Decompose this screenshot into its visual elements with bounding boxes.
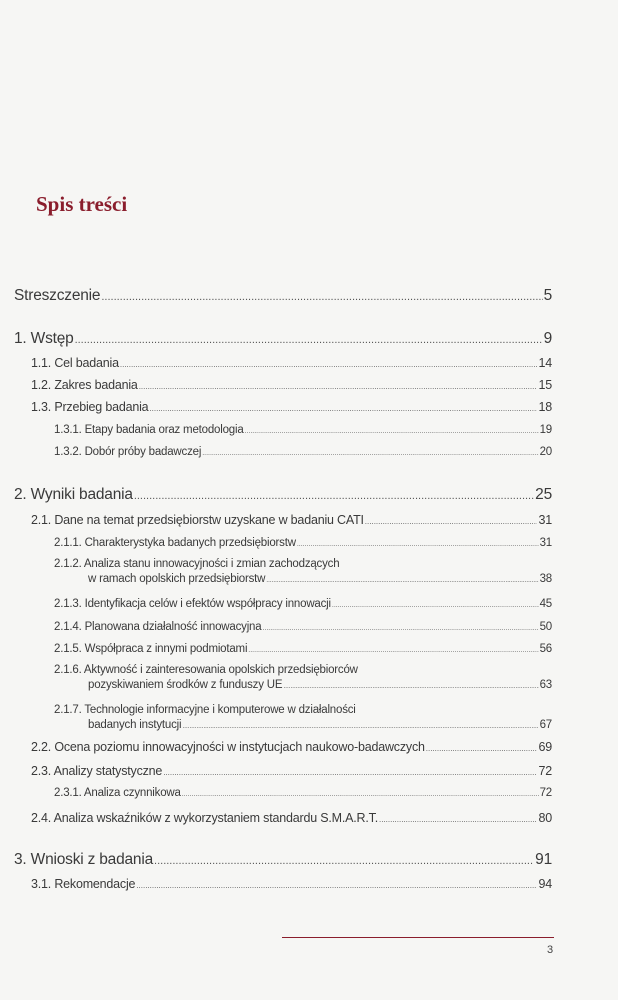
toc-entry-page: 15 [538, 378, 552, 392]
toc-entry[interactable] [31, 378, 552, 392]
toc-entry[interactable] [31, 877, 552, 891]
leader-dots [266, 573, 538, 588]
toc-entry-label: 1.3.2. Dobór próby badawczej [54, 446, 202, 458]
toc-entry-label: 2.1.6. Aktywność i zainteresowania opolskich przedsiębiorców [54, 664, 358, 676]
toc-entry[interactable] [54, 424, 552, 436]
toc-entry-label-continued: badanych instytucji [88, 719, 182, 731]
toc-entry[interactable] [31, 764, 552, 778]
toc-entry-page: 67 [539, 719, 552, 731]
leader-dots [75, 334, 543, 346]
toc-entry-page: 18 [538, 400, 552, 414]
leader-dots [283, 679, 538, 694]
toc-entry-label: 1.3.1. Etapy badania oraz metodologia [54, 424, 244, 436]
leader-dots [120, 360, 538, 369]
toc-entry-page: 50 [539, 621, 552, 633]
toc-entry-label: 2.1.5. Współpraca z innymi podmiotami [54, 643, 248, 655]
toc-entry-label: 2.3.1. Analiza czynnikowa [54, 787, 181, 799]
leader-dots [182, 791, 539, 798]
leader-dots [139, 382, 538, 391]
toc-entry-label-continued: w ramach opolskich przedsiębiorstw [88, 573, 266, 585]
toc-entry-label-continued: pozyskiwaniem środków z funduszy UE [88, 679, 283, 691]
leader-dots [379, 815, 538, 824]
toc-entry[interactable] [14, 330, 552, 348]
toc-entry-label: 3.1. Rekomendacje [31, 877, 136, 891]
toc-entry-page: 14 [538, 356, 552, 370]
toc-entry-label: 2.2. Ocena poziomu innowacyjności w instytucjach naukowo-badawczych [31, 740, 425, 754]
leader-dots [332, 602, 539, 609]
toc-entry-page: 31 [538, 513, 552, 527]
toc-entry-label: 1.2. Zakres badania [31, 378, 138, 392]
leader-dots [136, 881, 537, 890]
leader-dots [149, 404, 537, 413]
toc-entry-page: 72 [539, 787, 552, 799]
toc-entry[interactable] [31, 740, 552, 754]
toc-entry[interactable] [14, 287, 552, 305]
toc-entry[interactable] [54, 598, 552, 610]
toc-entry-page: 20 [539, 446, 552, 458]
toc-entry[interactable] [54, 703, 552, 734]
leader-dots [248, 647, 538, 654]
toc-entry-page: 19 [539, 424, 552, 436]
toc-entry-label: 2.1.4. Planowana działalność innowacyjna [54, 621, 262, 633]
toc-entry-label: 2.1. Dane na temat przedsiębiorstw uzyskane w badaniu CATI [31, 513, 364, 527]
toc-entry-label: 1.1. Cel badania [31, 356, 119, 370]
leader-dots [154, 855, 534, 867]
toc-entry-page: 69 [538, 740, 552, 754]
toc-entry-label: 3. Wnioski z badania [14, 851, 154, 868]
toc-entry-page: 5 [543, 287, 552, 304]
toc-entry-label: 2. Wyniki badania [14, 486, 133, 503]
toc-entry-page: 45 [539, 598, 552, 610]
toc-entry[interactable] [31, 513, 552, 527]
toc-entry-page: 63 [539, 679, 552, 691]
toc-entry-page: 56 [539, 643, 552, 655]
toc-entry[interactable] [54, 537, 552, 549]
leader-dots [202, 450, 538, 457]
toc-entry-page: 31 [539, 537, 552, 549]
toc-entry-page: 91 [535, 851, 552, 868]
toc-entry[interactable] [31, 811, 552, 825]
toc-entry[interactable] [31, 400, 552, 414]
toc-entry[interactable] [54, 557, 552, 588]
footer-rule [282, 937, 554, 938]
toc-entry[interactable] [14, 851, 552, 869]
toc-entry-label: 1.3. Przebieg badania [31, 400, 149, 414]
leader-dots [245, 428, 539, 435]
toc-entry[interactable] [54, 446, 552, 458]
toc-entry-label: 2.1.1. Charakterystyka badanych przedsiębiorstw [54, 537, 296, 549]
toc-entry[interactable] [54, 643, 552, 655]
toc-entry-label: 2.1.3. Identyfikacja celów i efektów współpracy innowacji [54, 598, 331, 610]
leader-dots [134, 490, 534, 502]
toc-entry-label: 2.4. Analiza wskaźników z wykorzystaniem standardu S.M.A.R.T. [31, 811, 378, 825]
leader-dots [426, 744, 538, 753]
toc-entry-page: 72 [538, 764, 552, 778]
toc-entry-page: 80 [538, 811, 552, 825]
toc-entry[interactable] [54, 787, 552, 799]
toc-entry-label: 2.1.2. Analiza stanu innowacyjności i zmian zachodzących [54, 558, 340, 570]
toc-entry-label: 1. Wstęp [14, 330, 74, 347]
toc-entry[interactable] [14, 486, 552, 504]
leader-dots [163, 768, 537, 777]
leader-dots [262, 625, 538, 632]
toc-entry-page: 94 [538, 877, 552, 891]
page-number: 3 [547, 944, 554, 956]
leader-dots [297, 541, 539, 548]
toc-entry-page: 9 [543, 330, 552, 347]
toc-entry[interactable] [31, 356, 552, 370]
leader-dots [182, 719, 538, 734]
leader-dots [101, 291, 542, 303]
toc-entry[interactable] [54, 663, 552, 694]
toc-entry-page: 25 [535, 486, 552, 503]
toc-entry-label: Streszczenie [14, 287, 101, 304]
toc-entry-label: 2.3. Analizy statystyczne [31, 764, 163, 778]
toc-entry-page: 38 [539, 573, 552, 585]
toc-entry[interactable] [54, 621, 552, 633]
toc-entry-label: 2.1.7. Technologie informacyjne i komputerowe w działalności [54, 704, 356, 716]
leader-dots [365, 517, 538, 526]
page-title: Spis treści [36, 192, 128, 216]
